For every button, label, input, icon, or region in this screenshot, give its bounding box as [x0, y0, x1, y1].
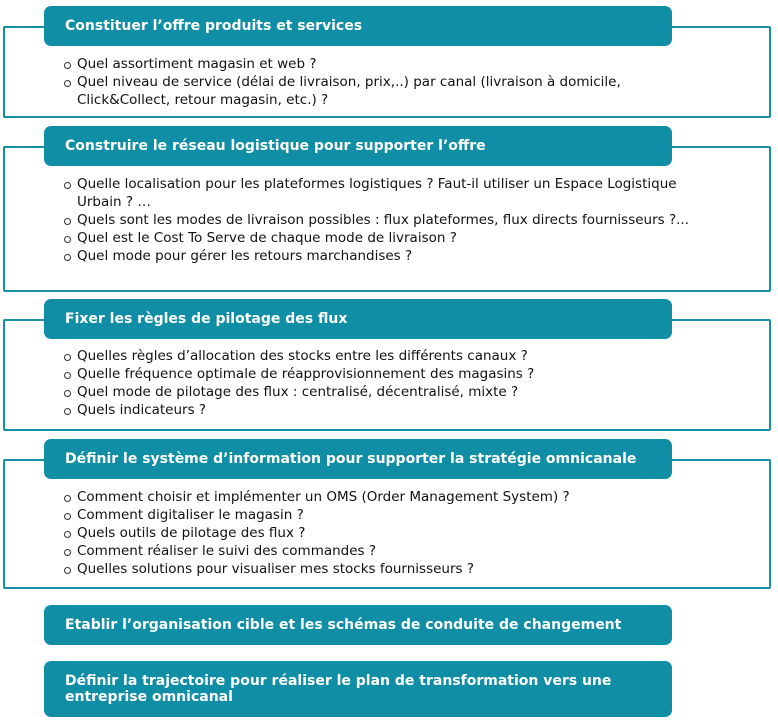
section-3-list [64, 347, 704, 419]
section-4-list [64, 488, 704, 578]
section-3-title: Fixer les règles de pilotage des flux [65, 311, 348, 327]
section-6-title: Définir la trajectoire pour réaliser le plan de transformation vers une entreprise omnicanal [65, 673, 612, 705]
list-item-text: Quel assortiment magasin et web ? [77, 56, 317, 72]
list-item-text: Quelle localisation pour les plateformes logistiques ? Faut-il utiliser un Espace Logistique Urbain ? … [77, 176, 677, 210]
section-4-header [44, 439, 672, 479]
list-item-text: Quelles solutions pour visualiser mes stocks fournisseurs ? [77, 561, 475, 577]
list-item [64, 383, 704, 401]
list-item [64, 55, 704, 73]
section-5-title: Etablir l’organisation cible et les schémas de conduite de changement [65, 617, 622, 633]
list-item-text: Quel mode de pilotage des flux : centralisé, décentralisé, mixte ? [77, 384, 519, 400]
list-item [64, 211, 704, 229]
section-1-title: Constituer l’offre produits et services [65, 18, 363, 34]
list-item-text: Quels indicateurs ? [77, 402, 207, 418]
list-item-text: Comment digitaliser le magasin ? [77, 507, 304, 523]
list-item [64, 401, 704, 419]
section-1-list [64, 55, 704, 109]
list-item-text: Quel niveau de service (délai de livraison, prix,..) par canal (livraison à domicile, Click&Collect, retour magasin, etc.) ? [77, 74, 621, 108]
list-item [64, 506, 704, 524]
section-2-list [64, 175, 704, 265]
section-2-header [44, 126, 672, 166]
section-3-header [44, 299, 672, 339]
list-item-text: Quels outils de pilotage des flux ? [77, 525, 306, 541]
list-item [64, 365, 704, 383]
list-item-text: Comment réaliser le suivi des commandes ? [77, 543, 377, 559]
section-2-title: Construire le réseau logistique pour supporter l’offre [65, 138, 486, 154]
section-1-header [44, 6, 672, 46]
list-item [64, 347, 704, 365]
section-4-title: Définir le système d’information pour supporter la stratégie omnicanale [65, 451, 637, 467]
list-item [64, 229, 704, 247]
list-item-text: Quel est le Cost To Serve de chaque mode de livraison ? [77, 230, 457, 246]
list-item [64, 73, 704, 109]
list-item-text: Quelle fréquence optimale de réapprovisionnement des magasins ? [77, 366, 535, 382]
list-item-text: Quel mode pour gérer les retours marchandises ? [77, 248, 413, 264]
list-item [64, 175, 704, 211]
list-item [64, 247, 704, 265]
list-item [64, 542, 704, 560]
section-5-header [44, 605, 672, 645]
section-6-header [44, 661, 672, 717]
list-item-text: Comment choisir et implémenter un OMS (Order Management System) ? [77, 489, 570, 505]
list-item [64, 524, 704, 542]
list-item-text: Quelles règles d’allocation des stocks entre les différents canaux ? [77, 348, 528, 364]
list-item [64, 488, 704, 506]
list-item [64, 560, 704, 578]
list-item-text: Quels sont les modes de livraison possibles : flux plateformes, flux directs fournisseurs ?... [77, 212, 690, 228]
